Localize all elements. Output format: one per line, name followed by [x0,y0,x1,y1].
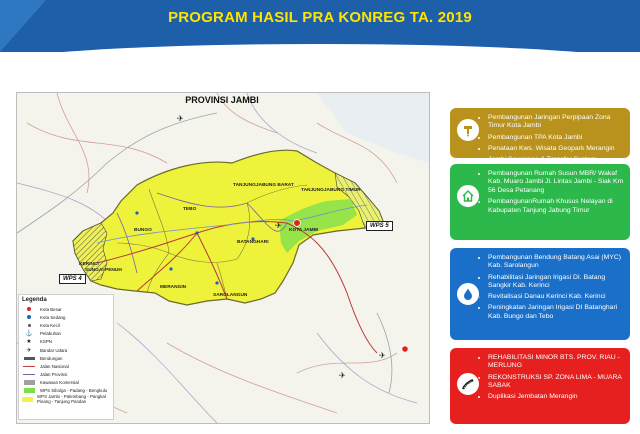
wps4-badge: WPS 4 [59,274,86,284]
region-label-merangin: MERANGIN [160,285,187,290]
svg-text:✈: ✈ [379,351,386,360]
legend-label: Kawasan Komersial [40,380,79,386]
legend-label: WPS Sibolga - Padang - Bengkulu [40,388,108,394]
legend-label: Jalan Nasional [40,363,69,369]
program-item: • Rehabilitasi Jaringan Irigasi DI. Batang Sangkir Kab. Kerinci [488,274,626,291]
city-small-icon [22,322,36,328]
legend-item [22,321,110,329]
legend-label: Kota Kecil [40,322,60,328]
region-label-tanjab-timur: TANJUNGJABUNG TIMUR [301,188,361,193]
provincial-road-icon [22,372,36,378]
program-item: • Pembangunan Bendung Batang Asai (MYC) Kab. Sarolangun [488,254,626,271]
svg-text:✈: ✈ [275,221,282,230]
program-item: • PembangunanRumah Khusus Nelayan di Kabupaten Tanjung Jabung Timur [488,198,626,215]
legend-label: Kota Sedang [40,314,66,320]
map-legend [18,294,114,420]
legend-label: Pelabuhan [40,331,61,337]
water-pipe-icon [456,118,480,142]
legend-item [22,313,110,321]
program-item: • Revitalisasi Danau Kerinci Kab. Kerinci [488,293,626,301]
region-label-sarolangun: SAROLANGUN [213,293,248,298]
region-label-sungai-penuh: SUNGAI PENUH [85,268,122,273]
region-label-bungo: BUNGO [134,228,152,233]
region-label-kerinci: KERINCI [79,262,99,267]
region-label-kota-jambi: KOTA JAMBI [289,228,319,233]
legend-label: Jalan Provinsi [40,372,68,378]
wps-sibolga-icon [22,388,36,394]
svg-text:✈: ✈ [177,114,184,123]
svg-text:✈: ✈ [339,371,346,380]
city-medium-icon [22,314,36,320]
legend-item [22,354,110,362]
wps-jambi-icon [22,396,33,402]
wps5-badge: WPS 5 [366,221,393,231]
legend-item [22,371,110,379]
page-title: PROGRAM HASIL PRA KONREG TA. 2019 [168,9,472,26]
legend-label: Bendungan [40,355,63,361]
program-item: • Pembangunan Rumah Susun MBR/ Wakaf Kab. Muaro Jambi Jl. Lintas Jambi - Siak Km 56 Desa Petanang [488,170,626,195]
program-item: • Duplikasi Jembatan Merangin [488,393,626,401]
legend-label: WPS Jambi - Palembang - Pangkal Pinang - Tanjung Pandan [37,394,106,405]
national-road-icon [22,363,36,369]
program-item: • Penataan Kws. Wisata Geopark Merangin [488,145,626,153]
program-item: • REKONSTRUKSI SP. ZONA LIMA - MUARA SABAK [488,374,626,391]
airport-icon: ✈ [26,347,32,354]
legend-item [22,379,110,387]
header-accent [0,0,46,52]
city-large-icon [22,306,36,312]
legend-label: Bandar Udara [40,347,68,353]
legend-item [22,330,110,338]
program-item: • Pembangunan Jaringan Perpipaan Zona Timur Kota Jambi [488,114,626,131]
legend-item [22,338,110,346]
program-item: • Pembangunan TPA Kota Jambi [488,134,626,142]
map-title: PROVINSI JAMBI [185,95,259,105]
region-label-tebo: TEBO [183,207,197,212]
legend-item [22,346,110,354]
legend-label: KSPN [40,339,52,345]
commercial-zone-icon [22,380,36,386]
water-drop-icon [456,282,480,306]
program-item: • REHABILITASI MINOR BTS. PROV. RIAU - MERLUNG [488,354,626,371]
program-item: • Jambi Sewerage & Transfer System [488,156,626,164]
region-label-batanghari: BATANGHARI [237,240,269,245]
program-item: • Peningkatan Jaringan Irigasi DI Batanghari Kab. Bungo dan Tebo [488,304,626,321]
legend-item [22,305,110,313]
dam-icon [22,355,36,361]
road-icon [456,372,480,396]
legend-title: Legenda [22,297,47,303]
legend-label: Kota Besar [40,306,62,312]
house-icon [456,184,480,208]
kspn-icon: ★ [26,339,32,346]
legend-item [22,395,110,403]
region-label-tanjab-barat: TANJUNGJABUNG BARAT [233,183,294,188]
legend-item [22,362,110,370]
port-icon: ⚓ [25,331,33,338]
